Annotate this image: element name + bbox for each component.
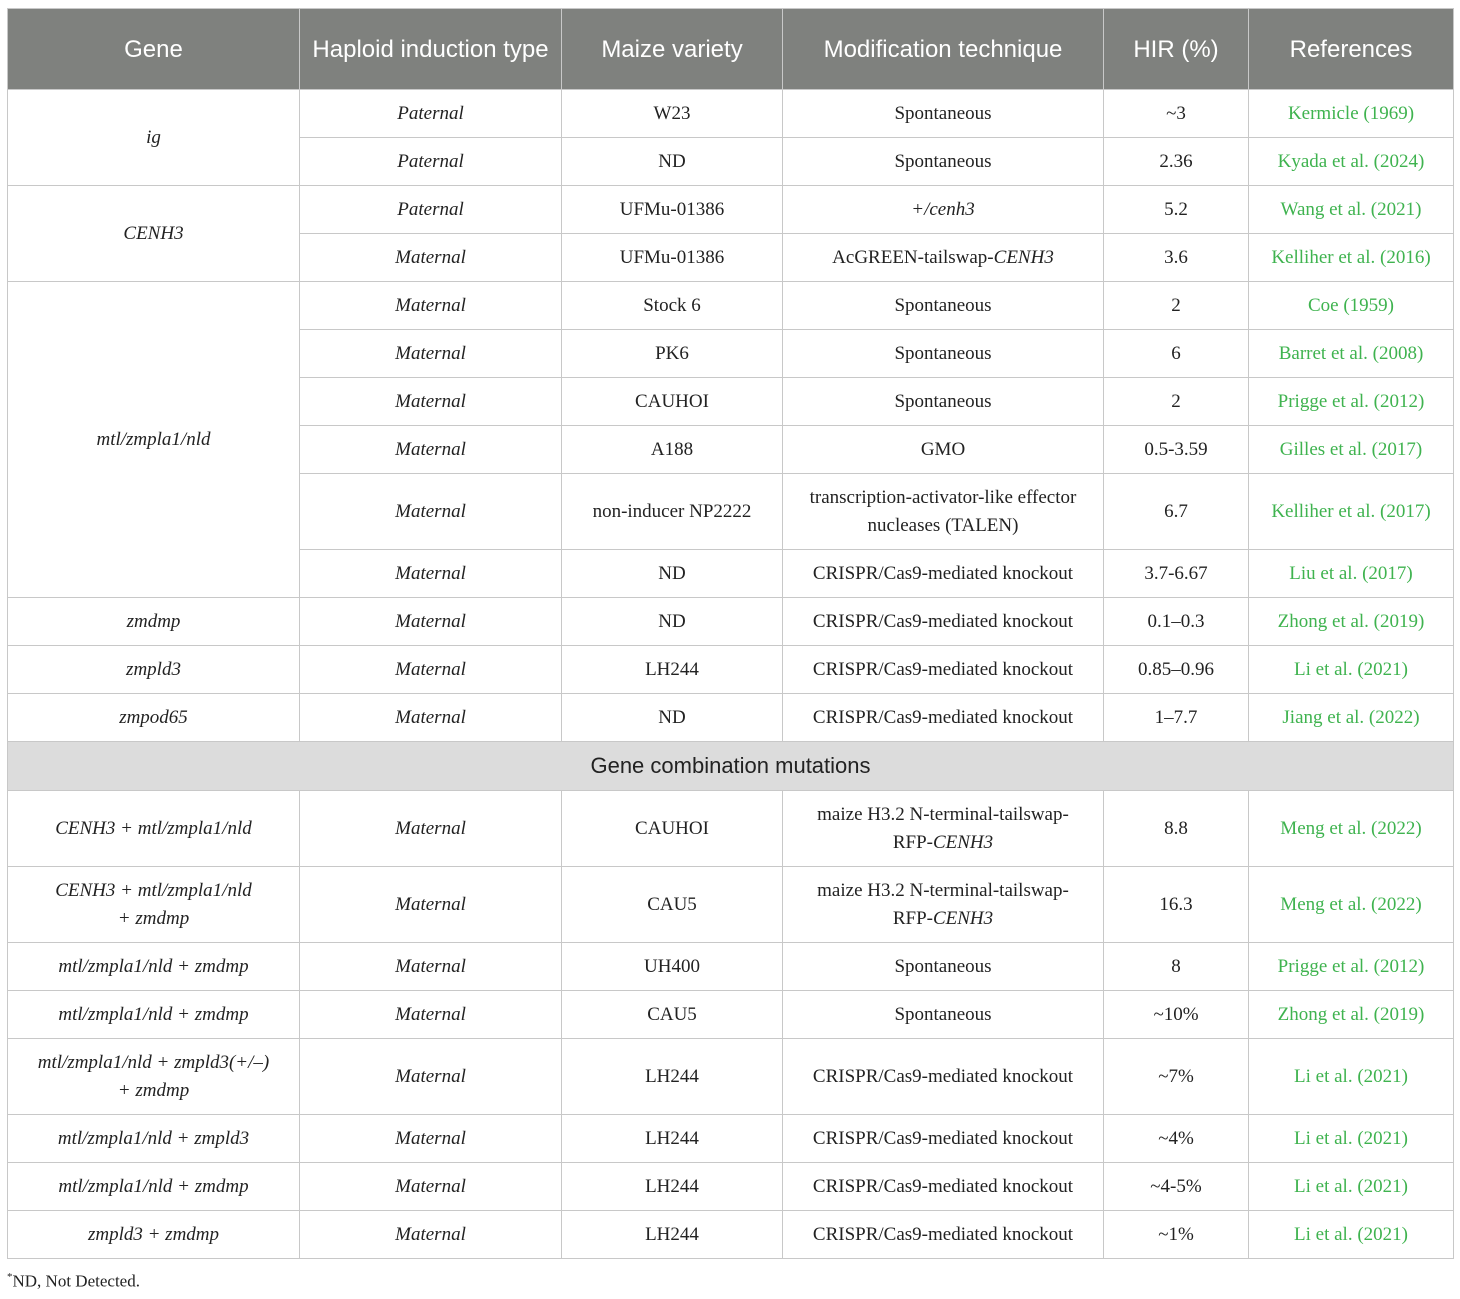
header-modification-technique: Modification technique [783,9,1104,90]
variety-cell: UH400 [562,943,783,991]
table-row [8,867,1454,943]
technique-cell: Spontaneous [783,943,1104,991]
reference-link[interactable]: Kyada et al. (2024) [1249,138,1454,186]
gene-line: CENH3 + mtl/zmpla1/nld [55,879,252,901]
gene-cell: mtl/zmpla1/nld + zmdmp [8,991,300,1039]
hir-cell: 2.36 [1104,138,1249,186]
technique-line: maize H3.2 N-terminal-tailswap- [817,803,1069,825]
header-hir: HIR (%) [1104,9,1249,90]
hir-cell: ~3 [1104,90,1249,138]
variety-cell: ND [562,550,783,598]
reference-link[interactable]: Coe (1959) [1249,282,1454,330]
header-maize-variety: Maize variety [562,9,783,90]
variety-cell: LH244 [562,1211,783,1259]
section-title: Gene combination mutations [8,742,1454,791]
technique-text: AcGREEN-tailswap- [832,246,994,268]
table-row [8,282,1454,330]
hir-cell: ~4% [1104,1115,1249,1163]
induction-type-cell: Paternal [300,90,562,138]
gene-cell: ig [8,90,300,186]
hir-cell: 16.3 [1104,867,1249,943]
technique-cell: Spontaneous [783,991,1104,1039]
reference-link[interactable]: Gilles et al. (2017) [1249,426,1454,474]
table-row [8,694,1454,742]
header-row [8,9,1454,90]
gene-cell: zmpld3 [8,646,300,694]
technique-line: RFP- [892,907,933,929]
table-footnote [7,1271,140,1292]
induction-type-cell: Maternal [300,991,562,1039]
header-gene: Gene [8,9,300,90]
reference-link[interactable]: Li et al. (2021) [1249,1039,1454,1115]
induction-type-cell: Maternal [300,426,562,474]
technique-cell: Spontaneous [783,90,1104,138]
hir-cell: 0.1–0.3 [1104,598,1249,646]
variety-cell: LH244 [562,646,783,694]
section-row [8,742,1454,791]
induction-type-cell: Maternal [300,646,562,694]
variety-cell: CAU5 [562,867,783,943]
reference-link[interactable]: Meng et al. (2022) [1249,791,1454,867]
hir-cell: 8.8 [1104,791,1249,867]
induction-type-cell: Maternal [300,598,562,646]
reference-link[interactable]: Zhong et al. (2019) [1249,991,1454,1039]
reference-link[interactable]: Liu et al. (2017) [1249,550,1454,598]
variety-cell: CAUHOI [562,378,783,426]
haploid-induction-table [7,8,1454,1259]
hir-cell: 8 [1104,943,1249,991]
technique-cell: CRISPR/Cas9-mediated knockout [783,598,1104,646]
technique-cell: Spontaneous [783,282,1104,330]
reference-link[interactable]: Meng et al. (2022) [1249,867,1454,943]
hir-cell: ~7% [1104,1039,1249,1115]
hir-cell: 3.7-6.67 [1104,550,1249,598]
header-references: References [1249,9,1454,90]
technique-cell: Spontaneous [783,378,1104,426]
hir-cell: ~10% [1104,991,1249,1039]
variety-cell: PK6 [562,330,783,378]
induction-type-cell: Maternal [300,550,562,598]
variety-cell: W23 [562,90,783,138]
variety-cell: UFMu-01386 [562,234,783,282]
table-row [8,186,1454,234]
variety-cell: ND [562,138,783,186]
technique-cell: CRISPR/Cas9-mediated knockout [783,550,1104,598]
technique-cell: Spontaneous [783,138,1104,186]
gene-cell: zmpld3 + zmdmp [8,1211,300,1259]
hir-cell: 1–7.7 [1104,694,1249,742]
hir-cell: 5.2 [1104,186,1249,234]
reference-link[interactable]: Li et al. (2021) [1249,646,1454,694]
technique-cell: CRISPR/Cas9-mediated knockout [783,1039,1104,1115]
technique-cell [783,474,1104,550]
gene-cell [8,791,300,867]
hir-cell: 3.6 [1104,234,1249,282]
induction-type-cell: Maternal [300,943,562,991]
footnote-text: ND, Not Detected. [12,1271,140,1291]
technique-line: maize H3.2 N-terminal-tailswap- [817,879,1069,901]
hir-cell: 2 [1104,378,1249,426]
reference-link[interactable]: Prigge et al. (2012) [1249,378,1454,426]
technique-cell: CRISPR/Cas9-mediated knockout [783,646,1104,694]
table-row [8,1115,1454,1163]
technique-cell: GMO [783,426,1104,474]
reference-link[interactable]: Li et al. (2021) [1249,1163,1454,1211]
technique-cell: CRISPR/Cas9-mediated knockout [783,694,1104,742]
gene-cell: mtl/zmpla1/nld + zmdmp [8,1163,300,1211]
reference-link[interactable]: Jiang et al. (2022) [1249,694,1454,742]
gene-cell: CENH3 [8,186,300,282]
table-row [8,1163,1454,1211]
reference-link[interactable]: Prigge et al. (2012) [1249,943,1454,991]
variety-cell: CAUHOI [562,791,783,867]
header-induction-type: Haploid induction type [300,9,562,90]
induction-type-cell: Maternal [300,867,562,943]
technique-cell: Spontaneous [783,330,1104,378]
gene-cell: zmpod65 [8,694,300,742]
table-row [8,646,1454,694]
gene-cell: mtl/zmpla1/nld + zmpld3 [8,1115,300,1163]
variety-cell: ND [562,598,783,646]
induction-type-cell: Maternal [300,330,562,378]
footnote-mark: * [7,1271,13,1283]
table-row [8,943,1454,991]
technique-cell [783,234,1104,282]
gene-line: + zmdmp [117,1079,190,1101]
hir-cell: ~4-5% [1104,1163,1249,1211]
hir-cell: 0.5-3.59 [1104,426,1249,474]
technique-line: transcription-activator-like effector [809,486,1077,508]
technique-line: RFP- [892,831,933,853]
induction-type-cell: Maternal [300,791,562,867]
variety-cell: non-inducer NP2222 [562,474,783,550]
reference-link[interactable]: Kermicle (1969) [1249,90,1454,138]
gene-cell: mtl/zmpla1/nld [8,282,300,598]
reference-link[interactable]: Zhong et al. (2019) [1249,598,1454,646]
table-row [8,90,1454,138]
induction-type-cell: Maternal [300,1163,562,1211]
gene-cell [8,867,300,943]
induction-type-cell: Paternal [300,186,562,234]
hir-cell: 0.85–0.96 [1104,646,1249,694]
variety-cell: LH244 [562,1163,783,1211]
technique-cell: CRISPR/Cas9-mediated knockout [783,1163,1104,1211]
technique-cell: CRISPR/Cas9-mediated knockout [783,1115,1104,1163]
hir-cell: ~1% [1104,1211,1249,1259]
variety-cell: CAU5 [562,991,783,1039]
gene-cell: zmdmp [8,598,300,646]
induction-type-cell: Maternal [300,378,562,426]
table-row [8,598,1454,646]
gene-cell: mtl/zmpla1/nld + zmdmp [8,943,300,991]
technique-gene-text: CENH3 [932,907,994,929]
table-row [8,791,1454,867]
technique-cell: CRISPR/Cas9-mediated knockout [783,1211,1104,1259]
induction-type-cell: Paternal [300,138,562,186]
hir-cell: 2 [1104,282,1249,330]
hir-cell: 6.7 [1104,474,1249,550]
reference-link[interactable]: Kelliher et al. (2017) [1249,474,1454,550]
induction-type-cell: Maternal [300,1211,562,1259]
induction-type-cell: Maternal [300,282,562,330]
induction-type-cell: Maternal [300,234,562,282]
induction-type-cell: Maternal [300,1039,562,1115]
reference-link[interactable]: Kelliher et al. (2016) [1249,234,1454,282]
technique-line: nucleases (TALEN) [867,514,1019,536]
technique-gene-text: CENH3 [932,831,994,853]
reference-link[interactable]: Barret et al. (2008) [1249,330,1454,378]
reference-link[interactable]: Li et al. (2021) [1249,1211,1454,1259]
variety-cell: Stock 6 [562,282,783,330]
reference-link[interactable]: Wang et al. (2021) [1249,186,1454,234]
variety-cell: UFMu-01386 [562,186,783,234]
induction-type-cell: Maternal [300,474,562,550]
variety-cell: LH244 [562,1115,783,1163]
table-row [8,1039,1454,1115]
hir-cell: 6 [1104,330,1249,378]
technique-cell [783,791,1104,867]
induction-type-cell: Maternal [300,1115,562,1163]
gene-line: CENH3 + mtl/zmpla1/nld [55,817,252,839]
gene-line: mtl/zmpla1/nld + zmpld3(+/–) [37,1051,270,1073]
variety-cell: A188 [562,426,783,474]
technique-cell: +/cenh3 [783,186,1104,234]
table-row [8,991,1454,1039]
variety-cell: LH244 [562,1039,783,1115]
table-row [8,1211,1454,1259]
technique-gene-text: CENH3 [993,246,1054,268]
technique-cell [783,867,1104,943]
gene-cell [8,1039,300,1115]
induction-type-cell: Maternal [300,694,562,742]
reference-link[interactable]: Li et al. (2021) [1249,1115,1454,1163]
variety-cell: ND [562,694,783,742]
gene-line: + zmdmp [117,907,190,929]
